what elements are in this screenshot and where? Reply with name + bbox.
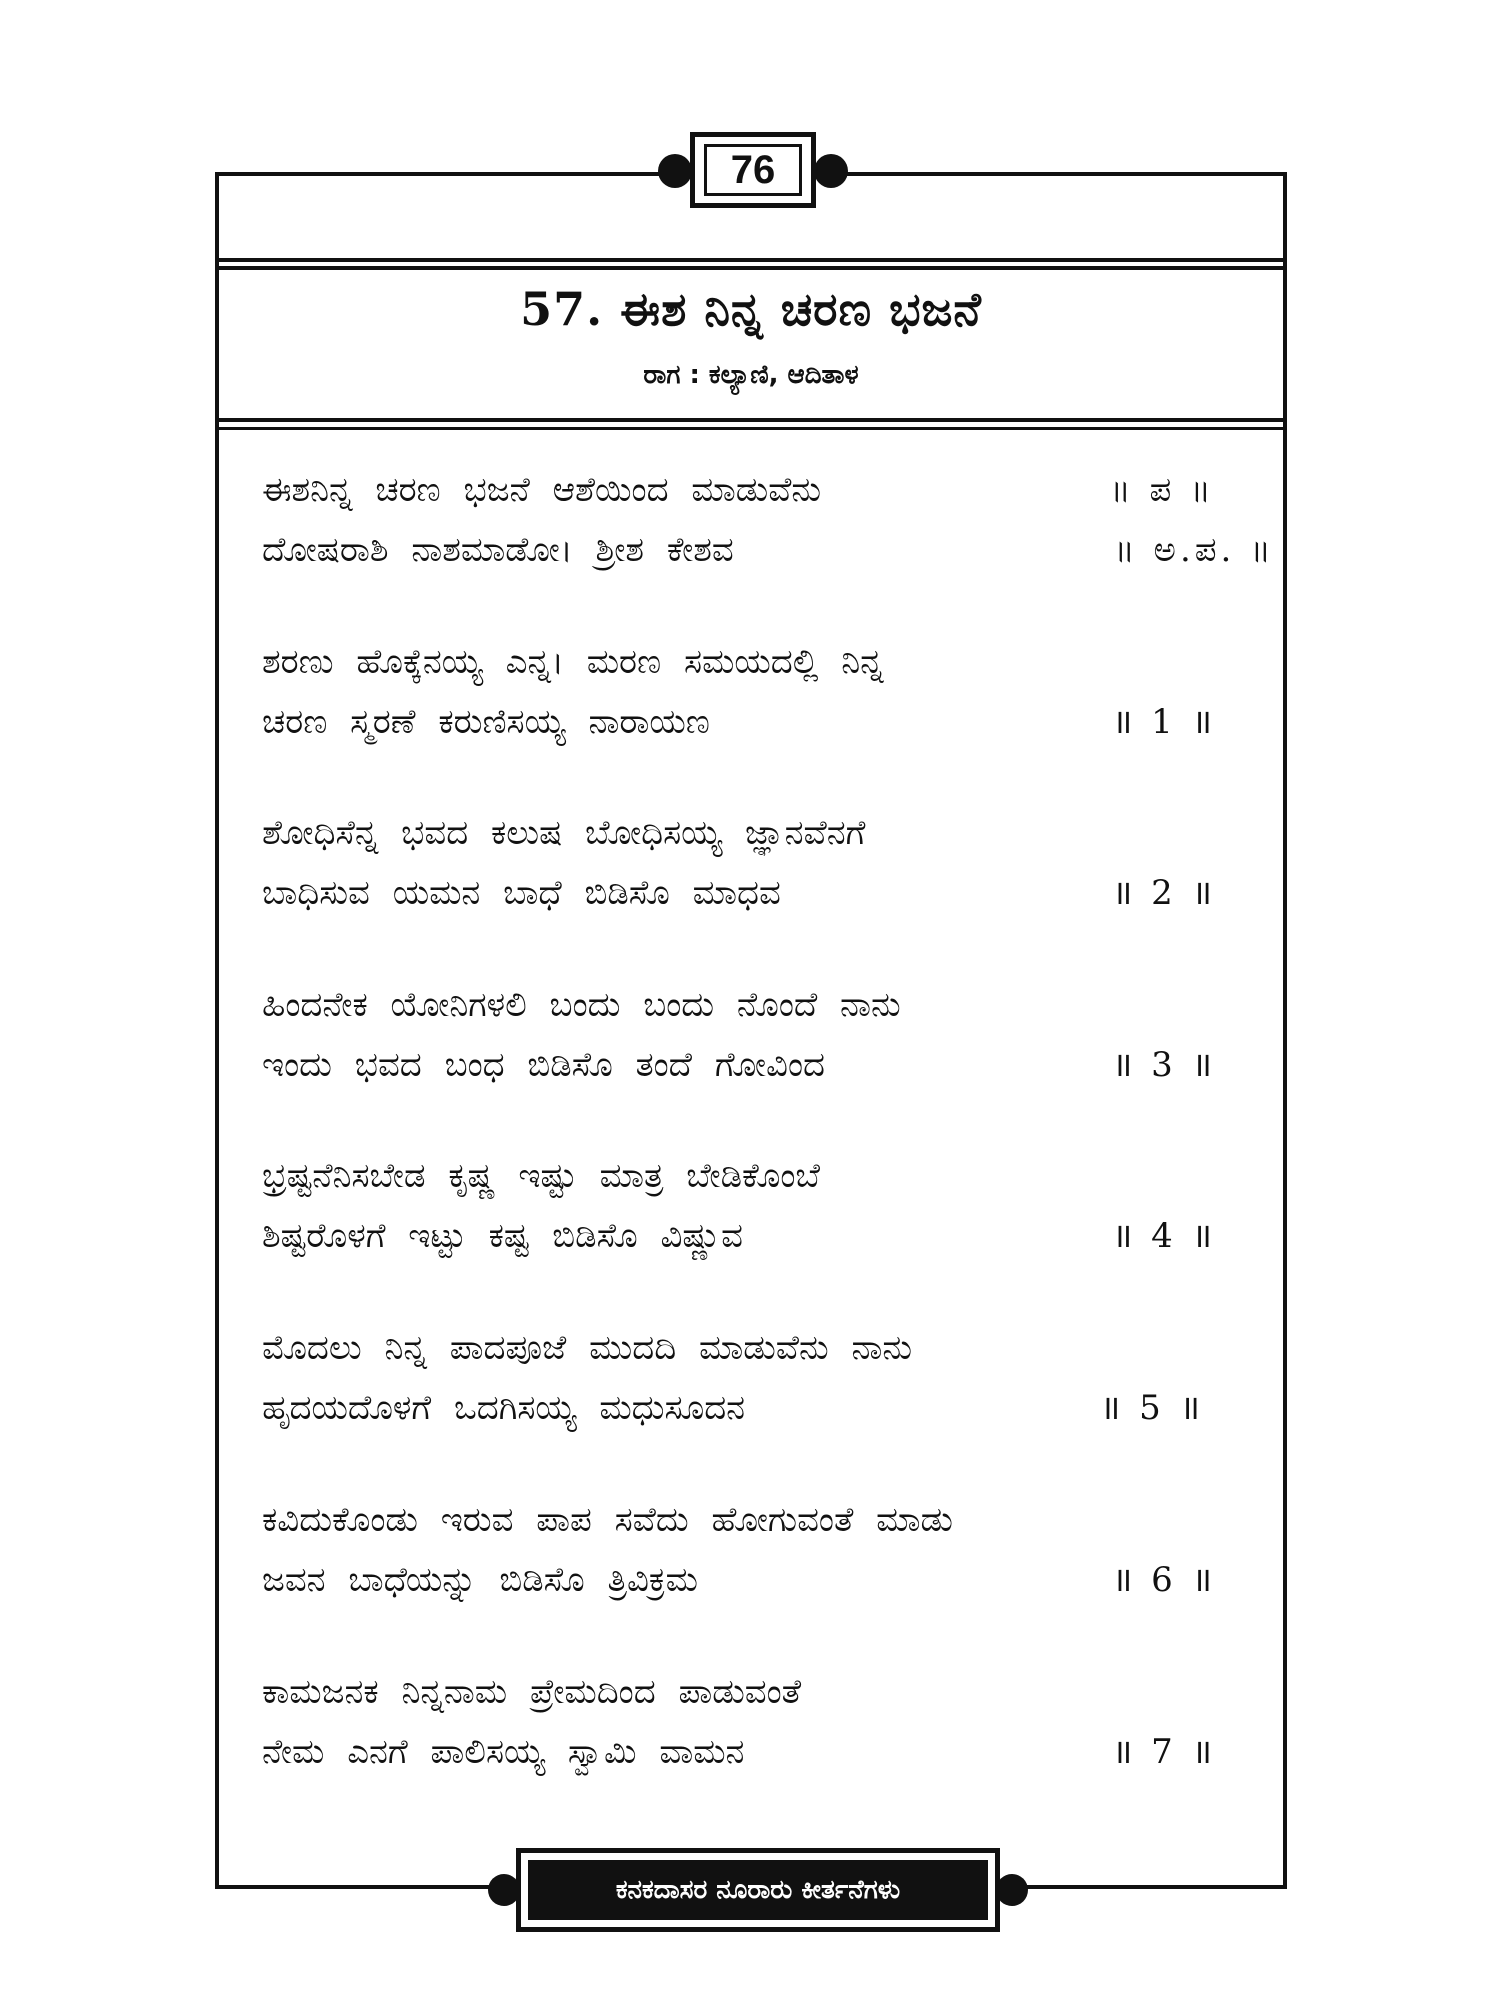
- verse-line-text: ಹೃದಯದೊಳಗೆ ಒದಗಿಸಯ್ಯ ಮಧುಸೂದನ: [262, 1388, 746, 1428]
- verse-line-text: ಕವಿದುಕೊಂಡು ಇರುವ ಪಾಪ ಸವೆದು ಹೋಗುವಂತೆ ಮಾಡು: [262, 1500, 953, 1540]
- refrain-marker: ॥ 3 ॥: [1112, 1045, 1216, 1085]
- verse-3: [262, 803, 1272, 923]
- verse-line: [262, 975, 1272, 1035]
- verse-line: [262, 1318, 1272, 1378]
- footer-box: [516, 1848, 1000, 1932]
- verse-line: [262, 460, 1272, 520]
- ornament-dot: [814, 154, 848, 188]
- verse-line: [262, 1550, 1272, 1610]
- page-number-badge: [658, 132, 848, 202]
- refrain-marker: ॥ 4 ॥: [1112, 1216, 1216, 1256]
- verse-line-text: ಕಾಮಜನಕ ನಿನ್ನನಾಮ ಪ್ರೇಮದಿಂದ ಪಾಡುವಂತೆ: [262, 1672, 802, 1712]
- refrain-marker: ॥ 2 ॥: [1112, 873, 1216, 913]
- verse-line: [262, 1378, 1272, 1438]
- verse-5: [262, 1146, 1272, 1266]
- verse-line: [262, 1722, 1272, 1782]
- verse-line: [262, 692, 1272, 752]
- book-title-footer: ಕನಕದಾಸರ ನೂರಾರು ಕೀರ್ತನೆಗಳು: [528, 1860, 988, 1920]
- verse-line: [262, 1490, 1272, 1550]
- verse-line-text: ಶಿಷ್ಟರೊಳಗೆ ಇಟ್ಟು ಕಷ್ಟ ಬಿಡಿಸೊ ವಿಷ್ಣುವ: [262, 1216, 743, 1256]
- refrain-marker: ॥ ಅ.ಪ. ॥: [1114, 530, 1275, 570]
- verse-line: [262, 1035, 1272, 1095]
- verse-line-text: ದೋಷರಾಶಿ ನಾಶಮಾಡೋ। ಶ್ರೀಶ ಕೇಶವ: [262, 530, 734, 570]
- verse-line: [262, 1146, 1272, 1206]
- page-number: 76: [704, 144, 802, 196]
- verse-4: [262, 975, 1272, 1095]
- page-number-box: [690, 132, 816, 208]
- verse-line-text: ಶೋಧಿಸೆನ್ನ ಭವದ ಕಲುಷ ಬೋಧಿಸಯ್ಯ ಜ್ಞಾನವೆನಗೆ: [262, 813, 866, 853]
- title-rule: [215, 427, 1287, 430]
- verse-7: [262, 1490, 1272, 1610]
- verse-8: [262, 1662, 1272, 1782]
- verse-6: [262, 1318, 1272, 1438]
- refrain-marker: ॥ 5 ॥: [1100, 1388, 1204, 1428]
- verse-line-text: ಶರಣು ಹೊಕ್ಕೆನಯ್ಯ ಎನ್ನ। ಮರಣ ಸಮಯದಲ್ಲಿ ನಿನ್ನ: [262, 642, 884, 682]
- refrain-marker: ॥ 1 ॥: [1112, 702, 1216, 742]
- header-rule: [215, 258, 1287, 262]
- verse-line-text: ಭ್ರಷ್ಟನೆನಿಸಬೇಡ ಕೃಷ್ಣ ಇಷ್ಟು ಮಾತ್ರ ಬೇಡಿಕೊಂಬೆ: [262, 1156, 821, 1196]
- verse-line-text: ಜವನ ಬಾಧೆಯನ್ನು ಬಿಡಿಸೊ ತ್ರಿವಿಕ್ರಮ: [262, 1560, 698, 1600]
- raga-tala: ರಾಗ : ಕಲ್ಯಾಣಿ, ಆದಿತಾಳ: [643, 360, 859, 390]
- verse-line-text: ಇಂದು ಭವದ ಬಂಧ ಬಿಡಿಸೊ ತಂದೆ ಗೋವಿಂದ: [262, 1045, 826, 1085]
- verse-line: [262, 863, 1272, 923]
- verse-line-text: ಬಾಧಿಸುವ ಯಮನ ಬಾಧೆ ಬಿಡಿಸೊ ಮಾಧವ: [262, 873, 781, 913]
- verse-line-text: ಹಿಂದನೇಕ ಯೋನಿಗಳಲಿ ಬಂದು ಬಂದು ನೊಂದೆ ನಾನು: [262, 985, 901, 1025]
- footer-badge: [488, 1848, 1028, 1932]
- verse-line-text: ಮೊದಲು ನಿನ್ನ ಪಾದಪೂಜೆ ಮುದದಿ ಮಾಡುವೆನು ನಾನು: [262, 1328, 913, 1368]
- header-rule: [215, 266, 1287, 270]
- refrain-marker: ॥ 7 ॥: [1112, 1732, 1216, 1772]
- verse-line: [262, 632, 1272, 692]
- verse-line: [262, 520, 1275, 580]
- song-title: 57. ಈಶ ನಿನ್ನ ಚರಣ ಭಜನೆ: [520, 282, 982, 336]
- verse-line-text: ಈಶನಿನ್ನ ಚರಣ ಭಜನೆ ಆಶೆಯಿಂದ ಮಾಡುವೆನು: [262, 470, 822, 510]
- verse-2: [262, 632, 1272, 752]
- ornament-dot: [996, 1874, 1028, 1906]
- ornament-dot: [658, 154, 692, 188]
- verse-line: [262, 1206, 1272, 1266]
- verse-line-text: ನೇಮ ಎನಗೆ ಪಾಲಿಸಯ್ಯ ಸ್ವಾಮಿ ವಾಮನ: [262, 1732, 745, 1772]
- verse-line: [262, 803, 1272, 863]
- title-rule: [215, 418, 1287, 422]
- refrain-marker: ॥ ಪ ॥: [1110, 470, 1215, 510]
- refrain-marker: ॥ 6 ॥: [1112, 1560, 1216, 1600]
- verse-line-text: ಚರಣ ಸ್ಮರಣೆ ಕರುಣಿಸಯ್ಯ ನಾರಾಯಣ: [262, 702, 710, 742]
- verse-line: [262, 1662, 1272, 1722]
- verse-1: [262, 460, 1275, 580]
